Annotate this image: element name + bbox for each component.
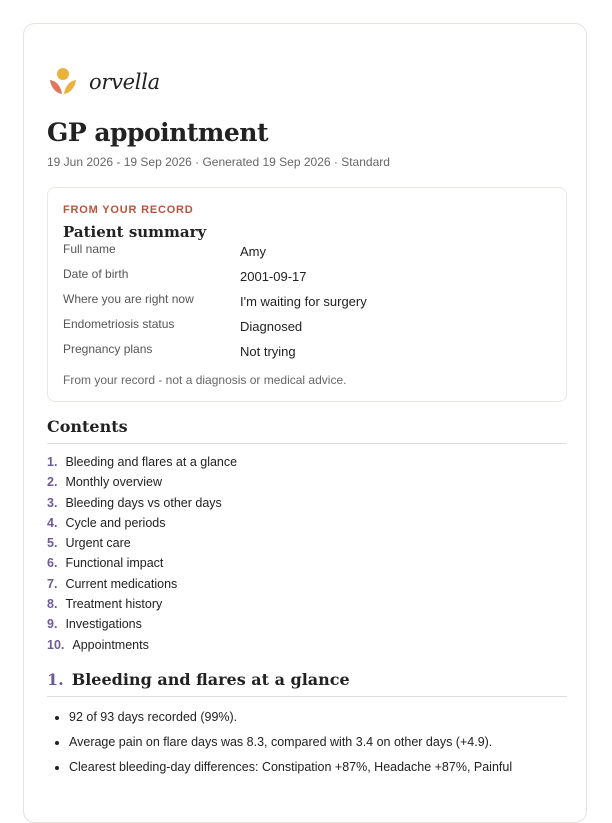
bullet-item: • Clearest bleeding-day differences: Constipation +87%, Headache +87%, Painful: [69, 755, 567, 780]
report-content: [47, 66, 567, 780]
summary-row: [63, 342, 551, 367]
section-title: Bleeding and flares at a glance: [71, 669, 350, 689]
summary-value: Amy: [240, 244, 266, 259]
contents-item-label: Investigations: [65, 617, 142, 632]
contents-item-label: Urgent care: [65, 536, 131, 551]
section-bullets: [47, 705, 567, 780]
summary-eyebrow: FROM YOUR RECORD: [63, 204, 194, 216]
contents-item[interactable]: [47, 635, 567, 655]
contents-item[interactable]: [47, 553, 567, 573]
section-heading: [47, 669, 567, 697]
contents-item[interactable]: [47, 533, 567, 553]
contents-item-number: 5.: [47, 536, 58, 551]
summary-label: Pregnancy plans: [63, 342, 153, 356]
summary-row: [63, 242, 551, 267]
contents-item-number: 9.: [47, 617, 58, 632]
summary-label: Date of birth: [63, 267, 129, 281]
summary-label: Full name: [63, 242, 116, 256]
summary-row: [63, 317, 551, 342]
contents-item-label: Current medications: [65, 576, 178, 591]
summary-row: [63, 292, 551, 317]
summary-title: Patient summary: [63, 223, 207, 241]
contents-item[interactable]: [47, 472, 567, 492]
contents-list: [47, 452, 567, 655]
contents-item[interactable]: [47, 513, 567, 533]
contents-item-label: Functional impact: [65, 556, 164, 571]
section-number: 1.: [47, 669, 64, 689]
contents-item-label: Bleeding and flares at a glance: [65, 455, 238, 469]
orvella-logo-icon: [47, 66, 79, 98]
bullet-item: • 92 of 93 days recorded (99%).: [69, 705, 567, 730]
report-page: [23, 23, 587, 823]
contents-item-number: 8.: [47, 597, 58, 612]
contents-item-label: Treatment history: [65, 597, 163, 612]
patient-summary-card: [47, 187, 567, 402]
contents-item[interactable]: [47, 452, 567, 472]
brand-name: orvella: [89, 70, 160, 94]
page-title: GP appointment: [47, 118, 268, 147]
contents-item-number: 1.: [47, 455, 58, 469]
contents-item-number: 4.: [47, 515, 58, 530]
contents-item[interactable]: [47, 493, 567, 513]
summary-disclaimer: From your record - not a diagnosis or medical advice.: [63, 373, 347, 387]
contents-item-number: 6.: [47, 556, 58, 571]
contents-item-label: Appointments: [72, 637, 149, 652]
summary-value: I'm waiting for surgery: [240, 294, 367, 309]
summary-value: Not trying: [240, 344, 296, 359]
contents-item-label: Cycle and periods: [65, 515, 166, 530]
contents-item-number: 3.: [47, 495, 58, 510]
bullet-item: • Average pain on flare days was 8.3, compared with 3.4 on other days (+4.9).: [69, 730, 567, 755]
contents-item-label: Bleeding days vs other days: [65, 495, 222, 510]
brand-header: [47, 66, 567, 98]
contents-item-number: 10.: [47, 637, 65, 652]
summary-row: [63, 267, 551, 292]
summary-value: 2001-09-17: [240, 269, 307, 284]
summary-label: Where you are right now: [63, 292, 194, 306]
report-meta: 19 Jun 2026 - 19 Sep 2026 · Generated 19 Sep 2026 · Standard: [47, 155, 390, 169]
contents-item[interactable]: [47, 614, 567, 634]
contents-item-number: 7.: [47, 576, 58, 591]
contents-item-label: Monthly overview: [65, 475, 163, 490]
contents-item[interactable]: [47, 574, 567, 594]
contents-item-number: 2.: [47, 475, 58, 490]
summary-value: Diagnosed: [240, 319, 303, 334]
contents-item[interactable]: [47, 594, 567, 614]
contents-heading: Contents: [47, 416, 567, 444]
summary-label: Endometriosis status: [63, 317, 175, 331]
